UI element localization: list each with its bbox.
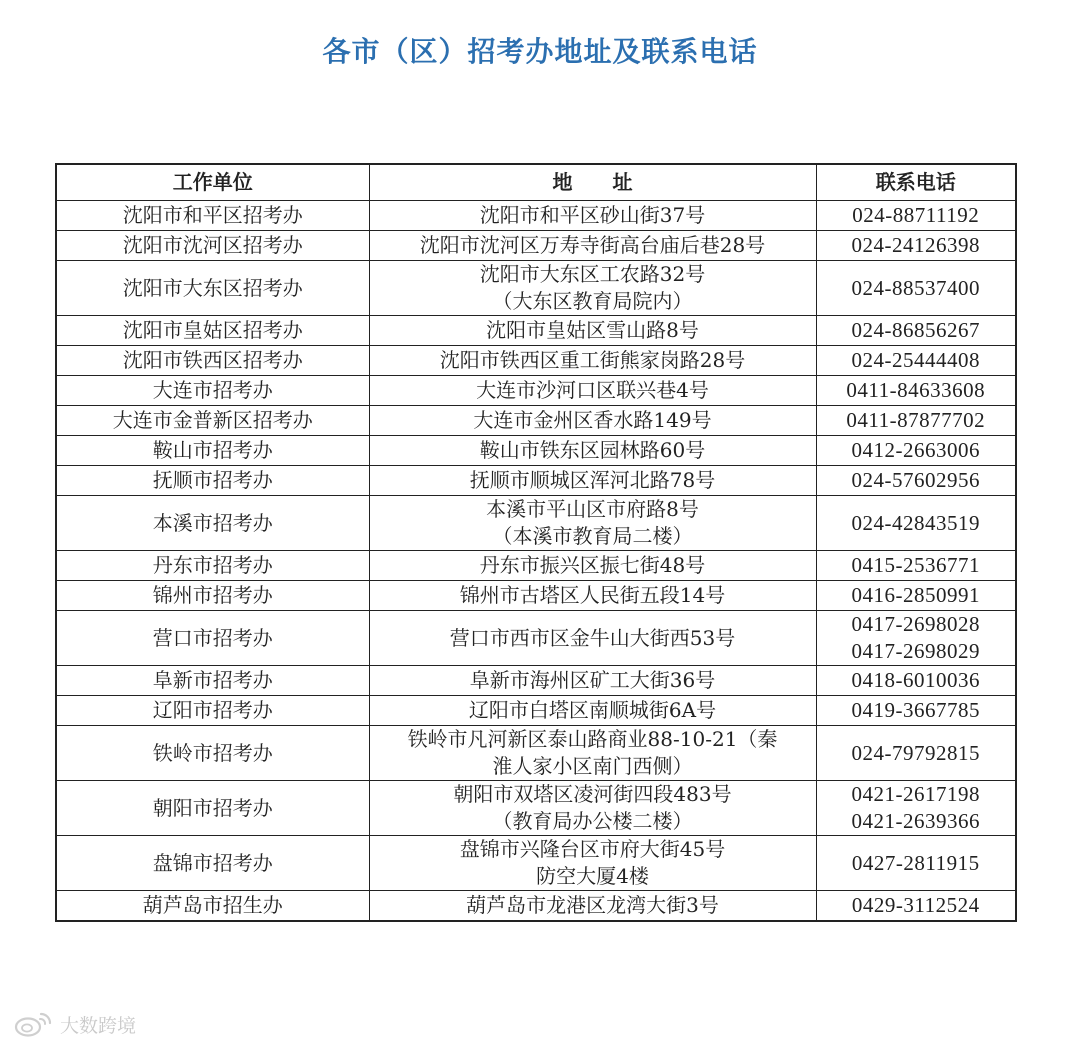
address-line: 锦州市古塔区人民街五段14号 — [459, 583, 726, 607]
address-cell — [369, 316, 816, 346]
unit-cell: 辽阳市招考办 — [56, 696, 369, 726]
table-body — [56, 201, 1016, 922]
table-row — [56, 666, 1016, 696]
table-row — [56, 551, 1016, 581]
address-cell — [369, 726, 816, 781]
unit-cell: 丹东市招考办 — [56, 551, 369, 581]
table-row — [56, 836, 1016, 891]
address-line: （大东区教育局院内） — [492, 289, 693, 313]
unit-cell: 盘锦市招考办 — [56, 836, 369, 891]
address-cell — [369, 891, 816, 922]
phone-cell — [816, 581, 1016, 611]
phone-number: 024-86856267 — [851, 318, 980, 342]
unit-cell: 沈阳市皇姑区招考办 — [56, 316, 369, 346]
address-line: 葫芦岛市龙港区龙湾大街3号 — [466, 893, 719, 917]
phone-number: 0421-2617198 — [851, 782, 980, 806]
address-line: 阜新市海州区矿工大街36号 — [469, 668, 716, 692]
phone-number: 0411-84633608 — [846, 378, 986, 402]
address-cell — [369, 611, 816, 666]
table-row — [56, 611, 1016, 666]
address-cell — [369, 201, 816, 231]
phone-number: 0418-6010036 — [851, 668, 980, 692]
phone-cell — [816, 406, 1016, 436]
phone-cell — [816, 436, 1016, 466]
phone-number: 0417-2698029 — [851, 639, 980, 663]
contacts-table — [55, 163, 1017, 922]
unit-cell: 沈阳市和平区招考办 — [56, 201, 369, 231]
address-line: 辽阳市白塔区南顺城街6A号 — [468, 698, 717, 722]
phone-cell — [816, 611, 1016, 666]
phone-cell — [816, 726, 1016, 781]
address-line: 鞍山市铁东区园林路60号 — [479, 438, 706, 462]
phone-cell — [816, 346, 1016, 376]
address-cell — [369, 836, 816, 891]
unit-cell: 大连市金普新区招考办 — [56, 406, 369, 436]
table-header-row — [56, 164, 1016, 201]
table-row — [56, 316, 1016, 346]
address-line: 大连市金州区香水路149号 — [473, 408, 712, 432]
phone-number: 024-25444408 — [851, 348, 980, 372]
phone-cell — [816, 231, 1016, 261]
table-row — [56, 496, 1016, 551]
unit-cell: 沈阳市沈河区招考办 — [56, 231, 369, 261]
address-cell — [369, 666, 816, 696]
address-cell — [369, 406, 816, 436]
table-row — [56, 436, 1016, 466]
watermark-text: 大数跨境 — [60, 1014, 137, 1037]
address-cell — [369, 436, 816, 466]
address-line: 铁岭市凡河新区泰山路商业88-10-21（秦 — [407, 727, 778, 751]
phone-number: 024-24126398 — [851, 233, 980, 257]
phone-number: 0421-2639366 — [851, 809, 980, 833]
address-line: 营口市西市区金牛山大街西53号 — [449, 625, 736, 650]
phone-cell — [816, 781, 1016, 836]
unit-cell: 本溪市招考办 — [56, 496, 369, 551]
address-line: 盘锦市兴隆台区市府大街45号 — [459, 837, 726, 861]
table-row — [56, 466, 1016, 496]
address-line: 大连市沙河口区联兴巷4号 — [476, 378, 709, 402]
table-row — [56, 261, 1016, 316]
address-line: 沈阳市皇姑区雪山路8号 — [486, 318, 699, 342]
phone-number: 024-79792815 — [851, 740, 980, 765]
phone-cell — [816, 496, 1016, 551]
table-row — [56, 781, 1016, 836]
address-line: 丹东市振兴区振七街48号 — [479, 553, 706, 577]
table-row — [56, 231, 1016, 261]
phone-number: 024-57602956 — [851, 468, 980, 492]
weibo-logo-icon — [14, 1010, 54, 1038]
address-cell — [369, 261, 816, 316]
phone-number: 024-88711192 — [852, 203, 980, 227]
phone-number: 024-88537400 — [851, 275, 980, 300]
phone-cell — [816, 666, 1016, 696]
address-line: 沈阳市和平区砂山街37号 — [479, 203, 706, 227]
phone-cell — [816, 696, 1016, 726]
header-unit: 工作单位 — [56, 164, 369, 201]
unit-cell: 铁岭市招考办 — [56, 726, 369, 781]
address-cell — [369, 551, 816, 581]
table-row — [56, 376, 1016, 406]
unit-cell: 阜新市招考办 — [56, 666, 369, 696]
address-line: 沈阳市大东区工农路32号 — [479, 262, 706, 286]
address-line: 淮人家小区南门西侧） — [492, 754, 693, 778]
phone-cell — [816, 201, 1016, 231]
phone-cell — [816, 316, 1016, 346]
address-cell — [369, 781, 816, 836]
unit-cell: 朝阳市招考办 — [56, 781, 369, 836]
phone-cell — [816, 891, 1016, 922]
unit-cell: 大连市招考办 — [56, 376, 369, 406]
phone-cell — [816, 376, 1016, 406]
table-row — [56, 406, 1016, 436]
unit-cell: 锦州市招考办 — [56, 581, 369, 611]
address-cell — [369, 696, 816, 726]
address-line: 沈阳市沈河区万寿寺街高台庙后巷28号 — [419, 233, 766, 257]
phone-cell — [816, 466, 1016, 496]
address-line: 本溪市平山区市府路8号 — [486, 497, 699, 521]
table-row — [56, 346, 1016, 376]
address-cell — [369, 496, 816, 551]
table-row — [56, 726, 1016, 781]
page-title: 各市（区）招考办地址及联系电话 — [322, 35, 758, 68]
address-line: 沈阳市铁西区重工街熊家岗路28号 — [439, 348, 746, 372]
unit-cell: 沈阳市铁西区招考办 — [56, 346, 369, 376]
unit-cell: 鞍山市招考办 — [56, 436, 369, 466]
unit-cell: 抚顺市招考办 — [56, 466, 369, 496]
phone-number: 0415-2536771 — [851, 553, 980, 577]
address-line: （教育局办公楼二楼） — [492, 809, 693, 833]
address-cell — [369, 581, 816, 611]
phone-cell — [816, 261, 1016, 316]
phone-number: 0417-2698028 — [851, 612, 980, 636]
table-row — [56, 891, 1016, 922]
address-line: 朝阳市双塔区凌河街四段483号 — [453, 782, 732, 806]
address-cell — [369, 376, 816, 406]
address-line: （本溪市教育局二楼） — [492, 524, 693, 548]
phone-number: 0427-2811915 — [851, 850, 980, 875]
phone-number: 0429-3112524 — [851, 893, 980, 917]
address-cell — [369, 466, 816, 496]
header-address: 地 址 — [369, 164, 816, 201]
unit-cell: 葫芦岛市招生办 — [56, 891, 369, 922]
watermark — [14, 1010, 136, 1038]
phone-cell — [816, 551, 1016, 581]
address-line: 防空大厦4楼 — [536, 864, 649, 888]
phone-cell — [816, 836, 1016, 891]
table-row — [56, 696, 1016, 726]
phone-number: 0411-87877702 — [846, 408, 986, 432]
table-row — [56, 581, 1016, 611]
phone-number: 0419-3667785 — [851, 698, 980, 722]
phone-number: 0416-2850991 — [851, 583, 980, 607]
phone-number: 0412-2663006 — [851, 438, 980, 462]
unit-cell: 营口市招考办 — [56, 611, 369, 666]
header-phone: 联系电话 — [816, 164, 1016, 201]
address-cell — [369, 231, 816, 261]
phone-number: 024-42843519 — [851, 510, 980, 535]
table-row — [56, 201, 1016, 231]
address-cell — [369, 346, 816, 376]
address-line: 抚顺市顺城区浑河北路78号 — [469, 468, 716, 492]
unit-cell: 沈阳市大东区招考办 — [56, 261, 369, 316]
